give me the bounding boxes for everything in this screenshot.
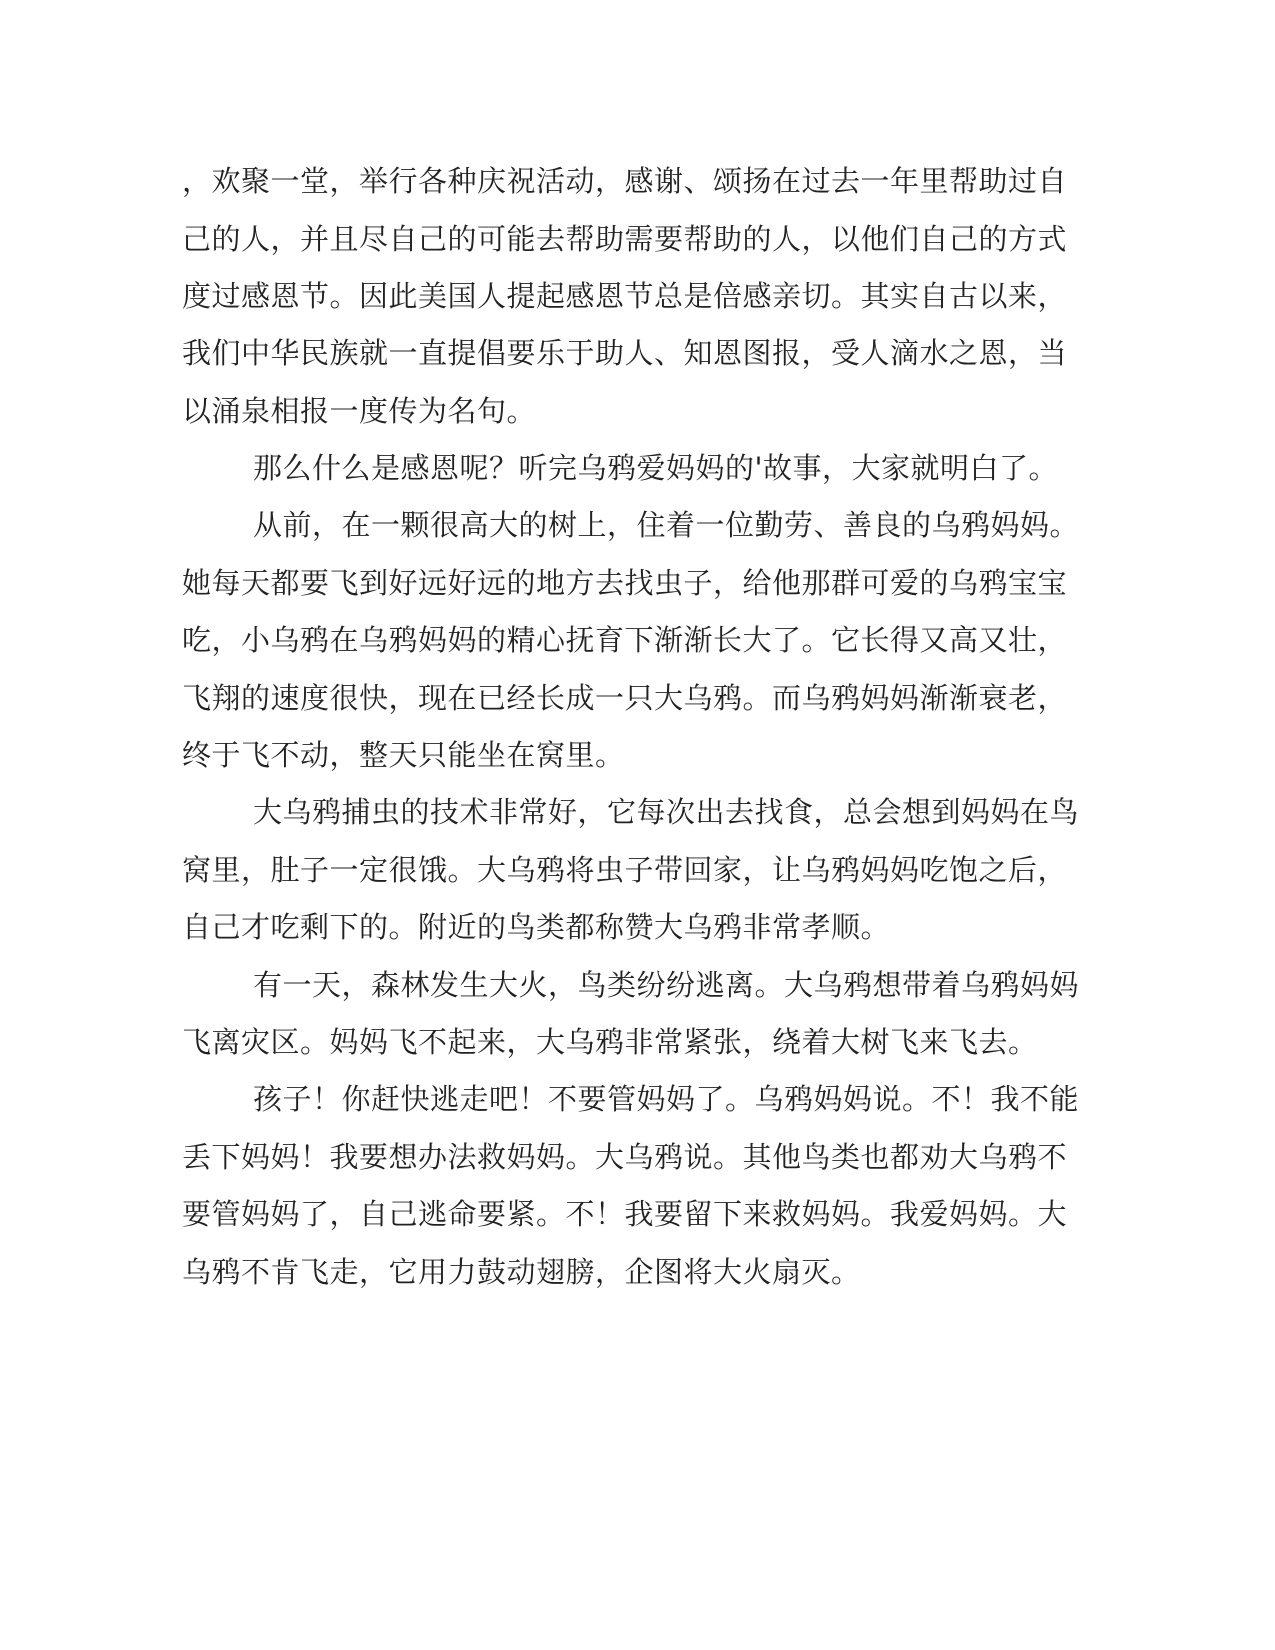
text-line: 己的人，并且尽自己的可能去帮助需要帮助的人，以他们自己的方式: [182, 222, 1068, 256]
text-line: 吃，小乌鸦在乌鸦妈妈的精心抚育下渐渐长大了。它长得又高又壮，: [182, 623, 1068, 657]
text-line: 窝里，肚子一定很饿。大乌鸦将虫子带回家，让乌鸦妈妈吃饱之后，: [182, 853, 1068, 887]
text-line: 要管妈妈了，自己逃命要紧。不！我要留下来救妈妈。我爱妈妈。大: [182, 1197, 1068, 1231]
text-line: 飞翔的速度很快，现在已经长成一只大乌鸦。而乌鸦妈妈渐渐衰老，: [182, 681, 1068, 715]
text-line: ，欢聚一堂，举行各种庆祝活动，感谢、颂扬在过去一年里帮助过自: [182, 164, 1068, 198]
text-line: 度过感恩节。因此美国人提起感恩节总是倍感亲切。其实自古以来，: [182, 279, 1068, 313]
text-line: 从前，在一颗很高大的树上，住着一位勤劳、善良的乌鸦妈妈。: [253, 508, 1080, 542]
text-line: 大乌鸦捕虫的技术非常好，它每次出去找食，总会想到妈妈在鸟: [253, 795, 1080, 829]
text-line: 终于飞不动，整天只能坐在窝里。: [182, 738, 625, 772]
text-line: 丢下妈妈！我要想办法救妈妈。大乌鸦说。其他鸟类也都劝大乌鸦不: [182, 1140, 1068, 1174]
text-line: 我们中华民族就一直提倡要乐于助人、知恩图报，受人滴水之恩，当: [182, 336, 1068, 370]
text-line: 自己才吃剩下的。附近的鸟类都称赞大乌鸦非常孝顺。: [182, 910, 891, 944]
text-line: 以涌泉相报一度传为名句。: [182, 394, 537, 428]
text-line: 有一天，森林发生大火，鸟类纷纷逃离。大乌鸦想带着乌鸦妈妈: [253, 968, 1080, 1002]
text-line: 那么什么是感恩呢？听完乌鸦爱妈妈的'故事，大家就明白了。: [253, 451, 1058, 485]
text-line: 飞离灾区。妈妈飞不起来，大乌鸦非常紧张，绕着大树飞来飞去。: [182, 1025, 1038, 1059]
text-line: 孩子！你赶快逃走吧！不要管妈妈了。乌鸦妈妈说。不！我不能: [253, 1082, 1080, 1116]
text-line: 乌鸦不肯飞走，它用力鼓动翅膀，企图将大火扇灭。: [182, 1255, 861, 1289]
text-line: 她每天都要飞到好远好远的地方去找虫子，给他那群可爱的乌鸦宝宝: [182, 566, 1068, 600]
